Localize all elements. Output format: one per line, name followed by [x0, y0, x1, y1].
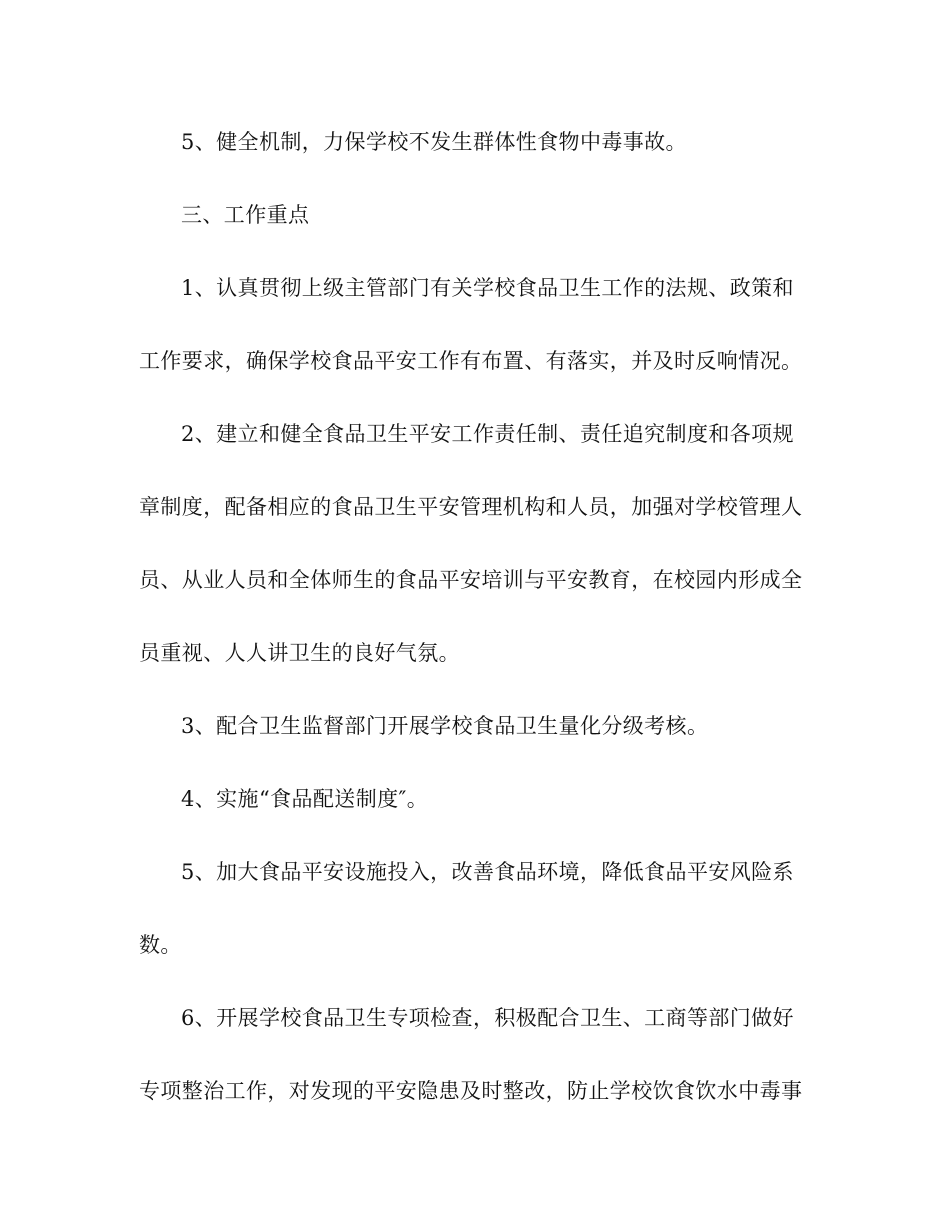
section-heading: 三、工作重点 — [181, 203, 310, 227]
paragraph-line: 员重视、人人讲卫生的良好气氛。 — [139, 641, 460, 665]
paragraph-line: 6、开展学校食品卫生专项检查，积极配合卫生、工商等部门做好 — [181, 1006, 794, 1030]
paragraph-line: 2、建立和健全食品卫生平安工作责任制、责任追究制度和各项规 — [181, 422, 794, 446]
paragraph-line: 数。 — [139, 933, 182, 957]
paragraph-line: 章制度，配备相应的食品卫生平安管理机构和人员，加强对学校管理人 — [139, 495, 803, 519]
paragraph-line: 1、认真贯彻上级主管部门有关学校食品卫生工作的法规、政策和 — [181, 276, 794, 300]
paragraph-line: 3、配合卫生监督部门开展学校食品卫生量化分级考核。 — [181, 714, 709, 738]
paragraph-line: 员、从业人员和全体师生的食品平安培训与平安教育，在校园内形成全 — [139, 568, 803, 592]
paragraph-line: 5、加大食品平安设施投入，改善食品环境，降低食品平安风险系 — [181, 860, 794, 884]
paragraph-line: 专项整治工作，对发现的平安隐患及时整改，防止学校饮食饮水中毒事 — [139, 1079, 803, 1103]
paragraph-line: 4、实施“食品配送制度″。 — [181, 787, 429, 811]
paragraph-line: 工作要求，确保学校食品平安工作有布置、有落实，并及时反响情况。 — [139, 349, 803, 373]
paragraph-line: 5、健全机制，力保学校不发生群体性食物中毒事故。 — [181, 130, 687, 154]
